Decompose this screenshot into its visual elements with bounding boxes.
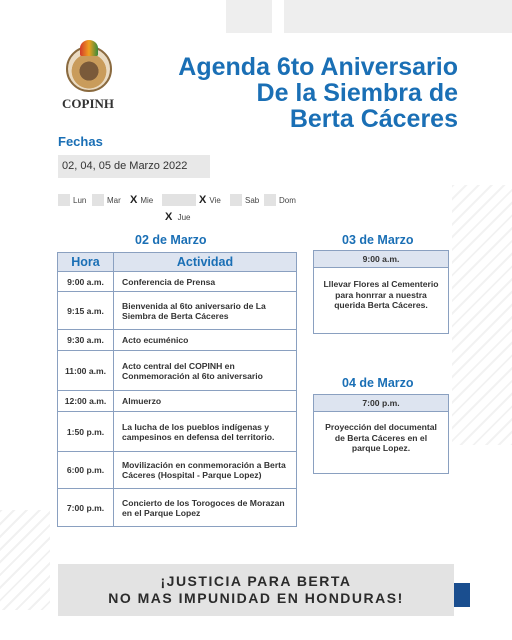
day-dom: [264, 193, 296, 207]
row-time: 12:00 a.m.: [58, 391, 114, 412]
row-activity: Almuerzo: [114, 391, 297, 412]
feather-icon: [80, 40, 98, 56]
march3-heading: 03 de Marzo: [342, 233, 414, 247]
day-jue: [165, 211, 190, 223]
row-time: 1:50 p.m.: [58, 412, 114, 452]
day-vie: [199, 193, 221, 207]
table-row: [58, 391, 297, 412]
table-row: [58, 489, 297, 527]
table-row: [58, 330, 297, 351]
day-label: Dom: [279, 195, 296, 205]
day-mar: [92, 193, 121, 207]
day-label: Mar: [107, 195, 121, 205]
march4-card: [313, 394, 449, 474]
row-activity: Acto ecuménico: [114, 330, 297, 351]
header-decor-bar-wide: [284, 0, 512, 33]
day-blank-slot: [162, 193, 199, 207]
table-header-row: [58, 253, 297, 272]
check-mark: X: [199, 194, 207, 206]
day-label: Mie: [140, 195, 154, 205]
march2-agenda-table: [57, 252, 297, 527]
march2-heading: 02 de Marzo: [135, 233, 207, 247]
row-time: 11:00 a.m.: [58, 351, 114, 391]
diagonal-stripes-decor-left: [0, 510, 50, 610]
title-line-1: Agenda 6to Aniversario: [178, 53, 458, 81]
march3-activity: Lllevar Flores al Cementerio para honrrar a nuestra querida Berta Cáceres.: [323, 279, 439, 310]
copinh-logo: [58, 44, 118, 116]
check-mark: X: [130, 194, 138, 206]
day-lun: [58, 193, 86, 207]
row-time: 9:15 a.m.: [58, 292, 114, 330]
row-activity: Conferencia de Prensa: [114, 272, 297, 292]
checkbox-icon: [230, 194, 242, 206]
banner-line-2: NO MAS IMPUNIDAD EN HONDURAS!: [108, 590, 404, 606]
fechas-field: [58, 155, 210, 178]
march3-card: [313, 250, 449, 334]
row-activity: Movilización en conmemoración a Berta Cáceres (Hospital - Parque Lopez): [114, 452, 297, 489]
title-line-3: Berta Cáceres: [289, 105, 458, 133]
row-activity: Concierto de los Torogoces de Morazan en el Parque Lopez: [114, 489, 297, 527]
march4-activity: Proyección del documental de Berta Cáceres en el parque Lopez.: [325, 422, 437, 453]
row-activity: Acto central del COPINH en Conmemoración al 6to aniversario: [114, 351, 297, 391]
header-decor-bar: [226, 0, 272, 33]
day-label: Sab: [245, 195, 260, 205]
slogan-banner: [58, 564, 454, 616]
table-row: [58, 452, 297, 489]
row-time: 9:00 a.m.: [58, 272, 114, 292]
logo-text: COPINH: [62, 96, 114, 111]
fechas-label: Fechas: [58, 134, 103, 149]
march3-time: 9:00 a.m.: [314, 251, 448, 268]
col-hora-header: Hora: [58, 253, 114, 272]
page-title: [118, 54, 458, 132]
day-sab: [230, 193, 259, 207]
day-mie: [130, 193, 153, 207]
day-label: Lun: [73, 195, 87, 205]
fechas-value: 02, 04, 05 de Marzo 2022: [62, 160, 188, 172]
day-label: Vie: [209, 195, 221, 205]
march4-heading: 04 de Marzo: [342, 376, 414, 390]
row-activity: La lucha de los pueblos indígenas y campesinos en defensa del territorio.: [114, 412, 297, 452]
day-label: Jue: [177, 213, 191, 222]
banner-line-1: ¡JUSTICIA PARA BERTA: [160, 573, 352, 589]
title-line-2: De la Siembra de: [256, 79, 458, 107]
checkbox-icon: [162, 194, 196, 206]
table-row: [58, 272, 297, 292]
row-activity: Bienvenida al 6to aniversario de La Siembra de Berta Cáceres: [114, 292, 297, 330]
checkbox-icon: [92, 194, 104, 206]
row-time: 6:00 p.m.: [58, 452, 114, 489]
checkbox-icon: [58, 194, 70, 206]
row-time: 7:00 p.m.: [58, 489, 114, 527]
table-row: [58, 351, 297, 391]
table-row: [58, 292, 297, 330]
march4-time: 7:00 p.m.: [314, 395, 448, 412]
col-actividad-header: Actividad: [114, 253, 297, 272]
table-row: [58, 412, 297, 452]
checkbox-icon: [264, 194, 276, 206]
row-time: 9:30 a.m.: [58, 330, 114, 351]
diagonal-stripes-decor: [452, 185, 512, 445]
check-mark: X: [165, 211, 173, 223]
